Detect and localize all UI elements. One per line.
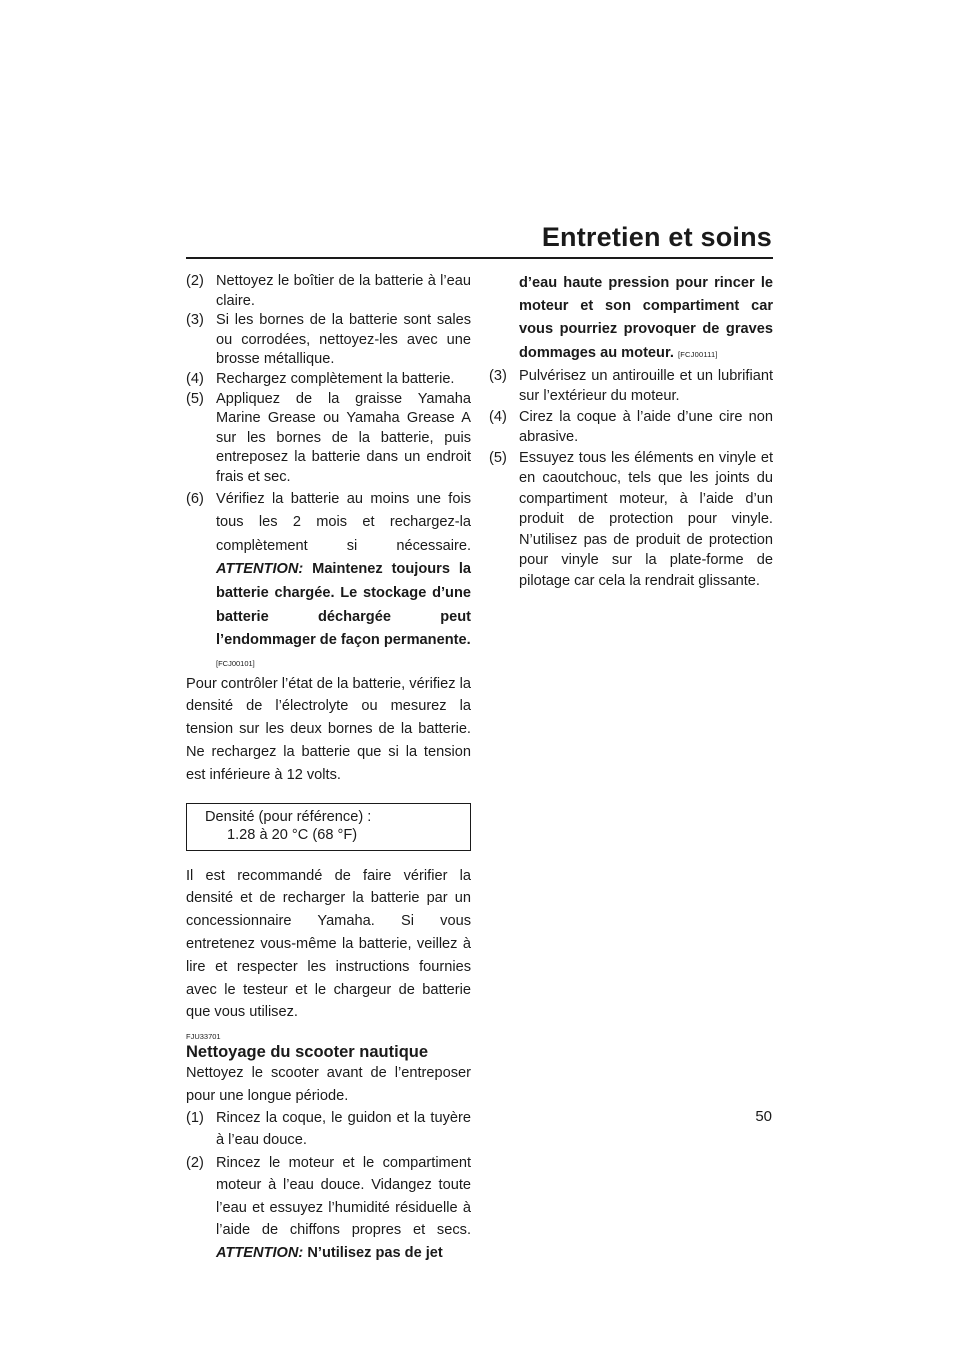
item-text: Rincez le moteur et le compartiment moteur à l’eau douce. Vidangez toute l’eau et essuyez l’humidité résiduelle à l’aide de chiffons propres et secs. <box>216 1154 471 1239</box>
item-number: (5) <box>186 390 204 407</box>
spec-box <box>186 803 471 851</box>
page-header-title: Entretien et soins <box>541 222 772 252</box>
list-item <box>489 366 773 407</box>
header-rule <box>186 257 773 259</box>
list-item <box>186 1107 471 1152</box>
item-text: Pulvérisez un antirouille et un lubrifiant sur l’extérieur du moteur. <box>519 367 773 405</box>
page-number: 50 <box>755 1108 772 1125</box>
item-text: Appliquez de la graisse Yamaha Marine Grease ou Yamaha Grease A sur les bornes de la batterie, puis entreposez la batterie dans un endroit frais et sec. <box>216 390 471 485</box>
attention-text: N’utilisez pas de jet <box>307 1244 443 1261</box>
list-item-continuation <box>489 272 773 366</box>
list-item <box>186 272 471 311</box>
item-text: Nettoyez le boîtier de la batterie à l’eau claire. <box>216 273 471 309</box>
item-number: (6) <box>186 490 204 507</box>
attention-text: Maintenez toujours la batterie chargée. Le stockage d’une batterie déchargée peut l’endommager de façon permanente. <box>216 561 471 649</box>
list-item <box>186 390 471 488</box>
item-number: (4) <box>489 408 507 425</box>
item-number: (5) <box>489 449 507 466</box>
item-number: (3) <box>186 312 204 329</box>
list-item <box>186 488 471 653</box>
item-number: (1) <box>186 1110 204 1127</box>
paragraph: Nettoyez le scooter avant de l’entreposer pour une longue période. <box>186 1065 471 1104</box>
section-heading: Nettoyage du scooter nautique <box>186 1043 429 1062</box>
item-text: Rechargez complètement la batterie. <box>216 370 455 387</box>
item-text: Rincez la coque, le guidon et la tuyère à l’eau douce. <box>216 1110 471 1149</box>
list-item <box>489 407 773 448</box>
item-text: Si les bornes de la batterie sont sales ou corrodées, nettoyez-les avec une brosse métallique. <box>216 312 471 368</box>
attention-text: d’eau haute pression pour rincer le moteur et son compartiment car vous pourriez provoquer de graves dommages au moteur. <box>519 275 773 361</box>
spec-value: 1.28 à 20 °C (68 °F) <box>227 826 358 843</box>
list-item <box>186 370 471 390</box>
list-item <box>186 311 471 370</box>
item-text: Vérifiez la batterie au moins une fois tous les 2 mois et rechargez-la complètement si nécessaire. <box>216 490 471 554</box>
spec-label: Densité (pour référence) : <box>205 808 372 825</box>
item-text: Cirez la coque à l’aide d’une cire non abrasive. <box>519 408 773 446</box>
item-number: (3) <box>489 367 507 384</box>
item-number: (2) <box>186 1154 204 1171</box>
right-column <box>489 272 773 591</box>
list-item <box>489 448 773 592</box>
left-column <box>186 272 471 1264</box>
list-item <box>186 1152 471 1264</box>
item-number: (2) <box>186 273 204 289</box>
reference-code: [FCJ00111] <box>677 349 718 359</box>
attention-label: ATTENTION: <box>216 1244 304 1261</box>
attention-label: ATTENTION: <box>216 561 304 578</box>
paragraph: Pour contrôler l’état de la batterie, vérifiez la densité de l’électrolyte ou mesurez la tension sur les deux bornes de la batterie. Ne rechargez la batterie que si la tension est inférieure à 12 volts. <box>186 675 471 783</box>
reference-code: [FCJ00101] <box>216 658 255 668</box>
item-text: Essuyez tous les éléments en vinyle et en caoutchouc, tels que les joints du compartiment moteur, à l’aide d’un produit de protection pour vinyle. N’utilisez pas de produit de protection pour vinyle sur la plate-forme de pilotage car cela la rendrait glissante. <box>519 449 773 589</box>
section-code: FJU33701 <box>186 1032 221 1042</box>
paragraph: Il est recommandé de faire vérifier la densité et de recharger la batterie par un concessionnaire Yamaha. Si vous entretenez vous-même la batterie, veillez à lire et respecter les instructions fournies avec le testeur et le chargeur de batterie que vous utilisez. <box>186 867 471 1021</box>
item-number: (4) <box>186 370 204 387</box>
